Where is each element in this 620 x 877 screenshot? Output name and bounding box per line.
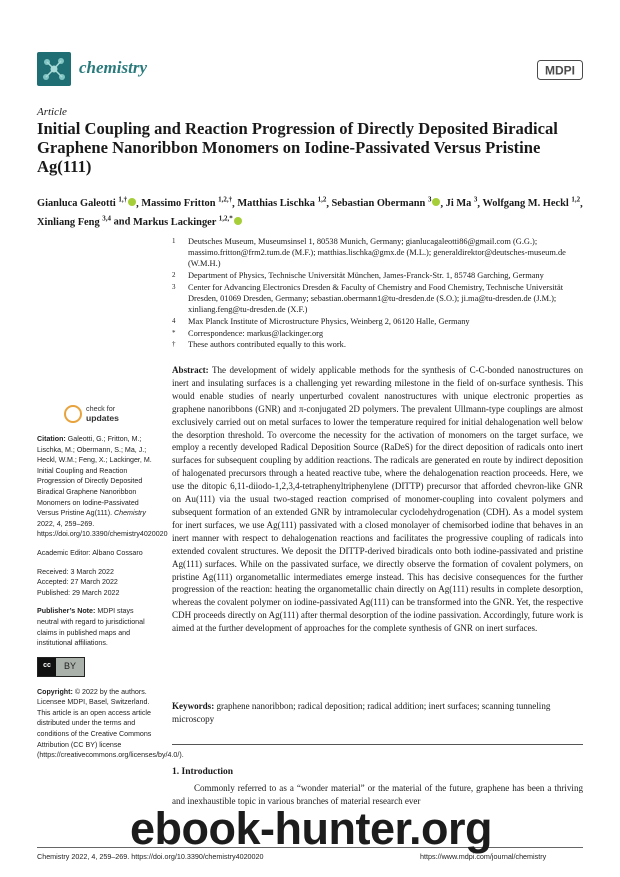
citation-vol[interactable]: 2022, 4, 259–269. https://doi.org/10.3390/chemistry4020020: [37, 519, 168, 539]
mdpi-logo: [537, 60, 583, 80]
affiliation-row: [172, 270, 592, 281]
author-affiliation-mark: 1,2,*: [218, 214, 233, 223]
publisher-note-label: Publisher’s Note:: [37, 607, 96, 616]
affiliation-row: [172, 282, 592, 316]
abstract-label: Abstract:: [172, 365, 209, 375]
academic-editor: Academic Editor: Albano Cossaro: [37, 548, 143, 557]
copyright-text: © 2022 by the authors. Licensee MDPI, Basel, Switzerland. This article is an open access article distributed under the terms and conditions of the Creative Commons Attribution (CC BY) license (https://creativecommons.org/licenses/by/4.0/).: [37, 687, 184, 760]
check-updates-line2: updates: [86, 412, 119, 423]
orcid-icon[interactable]: [128, 198, 136, 206]
affiliation-row: [172, 328, 592, 339]
footer-citation[interactable]: Chemistry 2022, 4, 259–269. https://doi.org/10.3390/chemistry4020020: [37, 852, 264, 861]
author-name: Gianluca Galeotti $^{1,\dagger}$: [37, 198, 136, 209]
author-affiliation-mark: 3,4: [102, 214, 111, 223]
footer-journal-url[interactable]: https://www.mdpi.com/journal/chemistry: [420, 852, 547, 861]
article-type: Article: [37, 106, 67, 118]
author-affiliation-mark: 1,2: [317, 196, 327, 204]
affiliation-text: Department of Physics, Technische Universität München, James-Franck-Str. 1, 85748 Garching, Germany: [188, 271, 544, 281]
affiliation-text: Correspondence: markus@lackinger.org: [188, 328, 324, 338]
affiliation-text: Deutsches Museum, Museumsinsel 1, 80538 Munich, Germany; gianlucagaleotti86@gmail.com (G.G.); massimo.fritton@frm2.tum.de (M.F.); matthias.lischka@gmx.de (M.L.); generaldirektor@deutsches-museum.de (W.M.H.): [188, 237, 566, 269]
intro-paragraph: Commonly referred to as a “wonder material” or the material of the future, graphene has been a thriving and inexhaustible topic in various branches of material research ever: [172, 783, 583, 806]
affiliation-mark: †: [172, 340, 176, 349]
affiliation-row: [172, 316, 592, 327]
watermark: ebook-hunter.org: [130, 803, 492, 854]
affiliation-text: Center for Advancing Electronics Dresden & Faculty of Chemistry and Food Chemistry, Technische Universität Dresden, 01069 Dresden, Germany; sebastian.obermann1@tu-dresden.de (S.O.); ji.ma@tu-dresden.de (J.M.); xinliang.feng@tu-dresden.de (X.F.): [188, 282, 564, 315]
citation-journal: Chemistry: [114, 509, 146, 518]
author-affiliation-mark: 3: [427, 196, 432, 204]
author-name: Ji Ma $^3$: [445, 196, 478, 210]
orcid-icon[interactable]: [234, 217, 242, 225]
author-affiliation-mark: 3: [473, 196, 478, 204]
author-name: Xinliang Feng $^{3,4}$: [37, 214, 111, 228]
affiliation-row: [172, 339, 592, 350]
published-date: Published: 29 March 2022: [37, 588, 120, 597]
journal-logo: [37, 52, 71, 86]
abstract-text: The development of widely applicable methods for the synthesis of C-C-bonded nanostructures on inert and insulating surfaces is a challenging yet rewarding milestone in the field of on-surface synthesis. This would enable studies of nearly unperturbed covalent nanostructures with unique electronic properties as graphene nanoribbons (GNR) and π-conjugated 2D polymers. The prevalent Ullmann-type couplings are almost exclusively carried out on metal surfaces to lower the temperature required for initial dehalogenation well below the desorption threshold. To overcome the necessity for the activation of monomers on the target surface, we employ a recently developed Radical Deposition Source (RaDeS) for the direct deposition of radicals onto inert surfaces for subsequent coupling by addition reactions. The radicals are generated en route by indirect deposition of halogenated precursors through a heated reactive tube, where the dehalogenation reaction proceeds. Here, we use the ditopic 6,11-diiodo-1,2,3,4-tetraphenyltriphenylene (DITTP) precursor that afforded chevron-like GNR on Au(111) via the usual two-staged reaction comprised of monomer-coupling into covalent polymers and subsequent formation of an extended GNR by intramolecular cyclodehydrogenation (CDH). As a model system for inert surfaces, we use Ag(111) passivated with a closed monolayer of chemisorbed iodine that behaves in an inert manner with respect to dehalogenation reactions and facilitates the progressive coupling of radicals into extended covalent structures. We deposit the DITTP-derived biradicals onto both iodine-passivated and pristine Ag(111) surfaces. While on the passivated surface, we directly observe the formation of covalent polymers, on pristine Ag(111) organometallic intermediates emerge instead. This has decisive consequences for the further progression of the reaction: heating the organometallic chain directly on Ag(111) results in complete desorption, whereas the covalent polymer on iodine-passivated Ag(111) can be transformed into the GNR. Yet, the respective CDH proceeds directly on Ag(111) after thermal desorption of the iodine passivation. Accordingly, future work is aimed at the further development of approaches for the complete synthesis of GNR on inert surfaces.: [172, 365, 583, 634]
affiliation-mark: 2: [172, 271, 176, 280]
article-title: Initial Coupling and Reaction Progression of Directly Deposited Biradical Graphene Nanoribbon Monomers on Iodine-Passivated Versus Pristine Ag(111): [37, 119, 558, 176]
author-list: Gianluca Galeotti $^{1,\dagger}$ , Massimo Fritton $^{1,2,\dagger}$, Matthias Lischka $^{1,2}$, Sebastian Obermann $^3$ , Ji Ma $^3$, Wolfgang M. Heckl $^{1,2}$, Xinliang Feng $^{3,4}$ and Markus Lackinger $^{1,2,*}$: [37, 196, 583, 228]
publisher-logo-text: MDPI: [545, 63, 575, 78]
sidebar: [37, 434, 184, 769]
section-heading: 1. Introduction: [172, 767, 234, 777]
affiliation-mark: *: [172, 328, 176, 337]
publisher-note-text: MDPI stays neutral with regard to jurisdictional claims in published maps and institutional affiliations.: [37, 607, 145, 648]
author-affiliation-mark: 1,2: [571, 196, 581, 204]
journal-name: chemistry: [79, 58, 147, 77]
affiliation-mark: 3: [172, 282, 176, 291]
orcid-icon[interactable]: [432, 198, 440, 206]
copyright-label: Copyright:: [37, 687, 73, 696]
accepted-date: Accepted: 27 March 2022: [37, 578, 118, 587]
affiliation-mark: 1: [172, 237, 176, 245]
author-affiliation-mark: 1,2,†: [218, 196, 233, 204]
keywords-text: graphene nanoribbon; radical deposition; radical addition; inert surfaces; scanning tunneling microscopy: [172, 701, 551, 724]
citation-text: Galeotti, G.; Fritton, M.; Lischka, M.; Obermann, S.; Ma, J.; Heckl, W.M.; Feng, X.; Lackinger, M. Initial Coupling and Reaction Progression of Directly Deposited Biradical Graphene Nanoribbon Monomers on Iodine-Passivated Versus Pristine Ag(111).: [37, 435, 152, 518]
check-updates-icon: [64, 405, 82, 423]
affiliation-text: These authors contributed equally to this work.: [188, 340, 346, 350]
check-updates-line1: check for: [86, 404, 116, 413]
abstract: [172, 364, 583, 635]
received-date: Received: 3 March 2022: [37, 567, 114, 576]
citation-label: Citation:: [37, 435, 66, 443]
author-name: Wolfgang M. Heckl $^{1,2}$: [482, 196, 581, 210]
by-icon: BY: [63, 661, 76, 672]
author-name: Sebastian Obermann $^3$: [332, 198, 441, 209]
author-name: Matthias Lischka $^{1,2}$: [237, 196, 327, 210]
citation-block: [37, 434, 168, 540]
molecule-icon: [37, 52, 71, 86]
affiliation-text: Max Planck Institute of Microstructure Physics, Weinberg 2, 06120 Halle, Germany: [188, 316, 470, 326]
author-name: Markus Lackinger $^{1,2,*}$: [133, 217, 242, 228]
keywords-label: Keywords:: [172, 701, 215, 711]
author-affiliation-mark: 1,†: [118, 196, 128, 204]
keywords: [172, 700, 583, 726]
publisher-note: [37, 606, 153, 648]
copyright: [37, 687, 184, 761]
divider: [172, 744, 583, 745]
cc-license-badge[interactable]: [37, 657, 85, 677]
affiliation-row: [172, 236, 592, 270]
author-name: Massimo Fritton $^{1,2,\dagger}$: [141, 196, 233, 210]
affiliations: [172, 236, 592, 351]
affiliation-mark: 4: [172, 316, 176, 325]
cc-icon: cc: [38, 658, 56, 676]
